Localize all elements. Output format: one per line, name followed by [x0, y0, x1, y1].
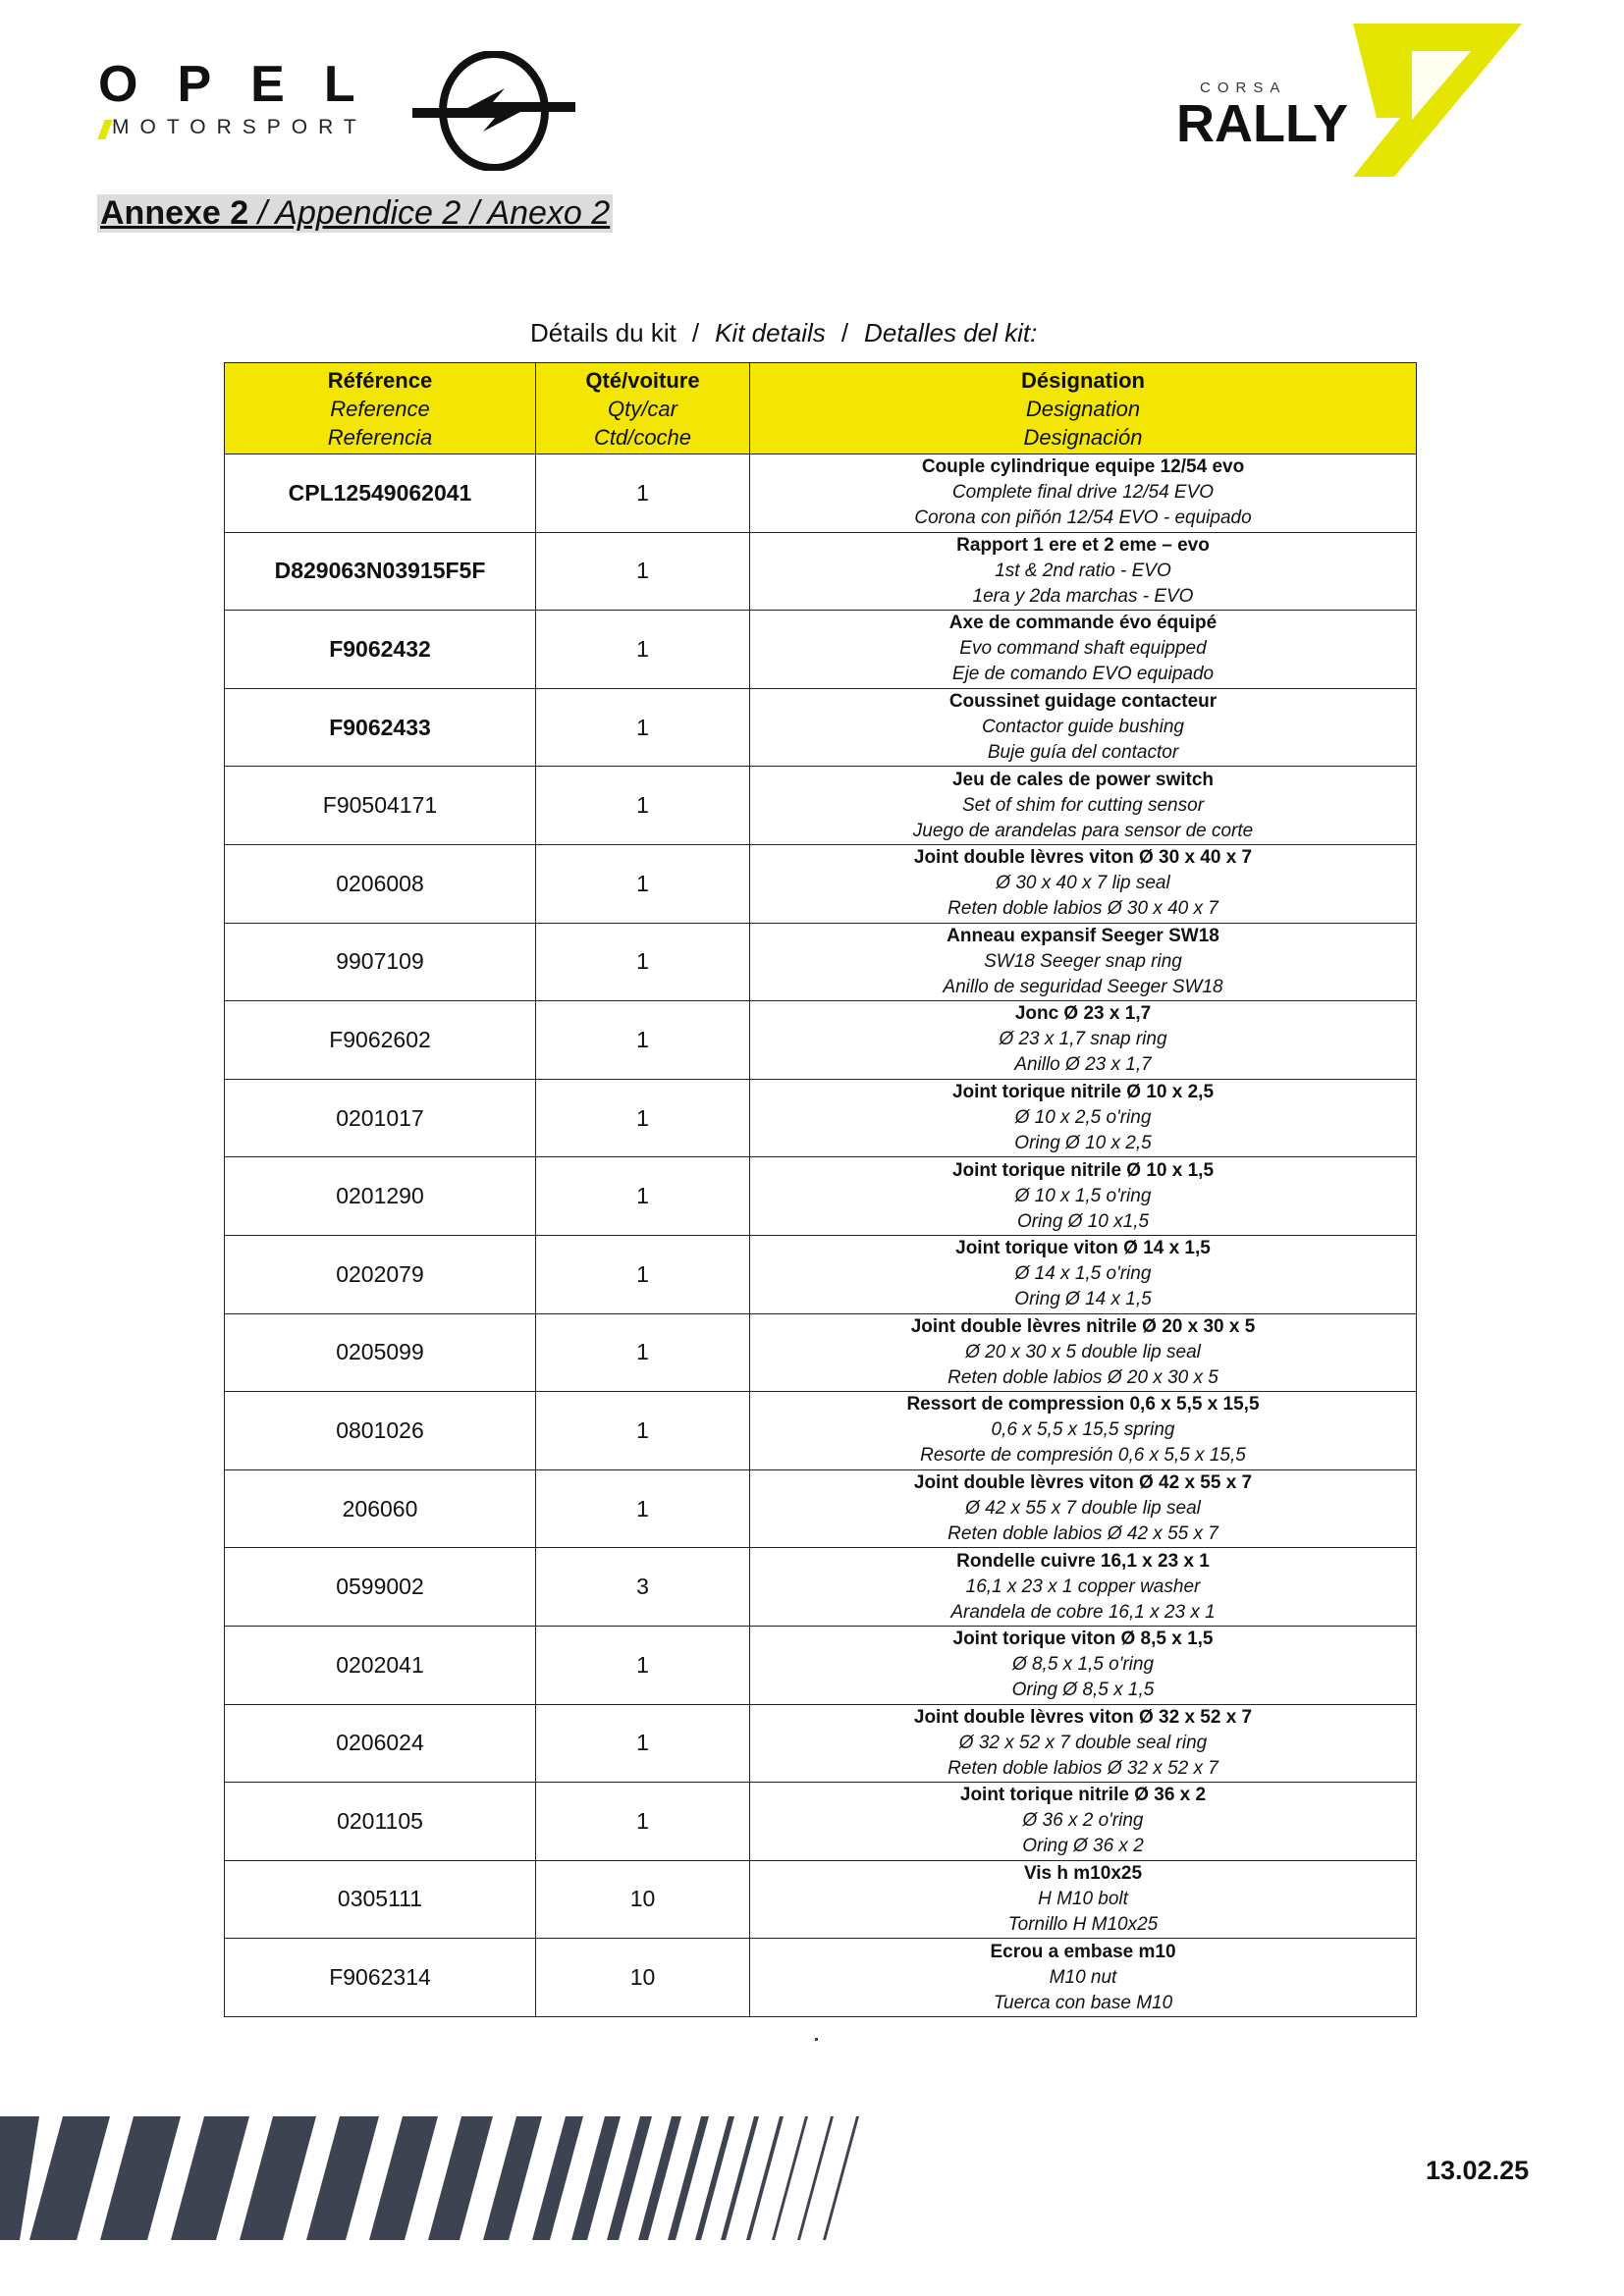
kit-title-es: Detalles del kit: — [864, 318, 1038, 347]
designation-es: Arandela de cobre 16,1 x 23 x 1 — [950, 1601, 1216, 1623]
table-row — [225, 844, 1417, 923]
designation-cell — [750, 1704, 1417, 1783]
designation-es: Reten doble labios Ø 32 x 52 x 7 — [947, 1757, 1218, 1779]
header-label-fr: Désignation — [1021, 367, 1145, 393]
designation-fr: Jeu de cales de power switch — [951, 769, 1215, 790]
quantity-cell: 1 — [536, 1392, 750, 1470]
designation-fr: Joint double lèvres viton Ø 42 x 55 x 7 — [913, 1472, 1253, 1494]
designation-fr: Joint torique viton Ø 14 x 1,5 — [955, 1238, 1211, 1259]
designation-en: Ø 8,5 x 1,5 o'ring — [1011, 1654, 1155, 1676]
header-label-en: Qty/car — [608, 396, 677, 421]
reference-cell: 0205099 — [225, 1313, 536, 1392]
column-header-designation — [750, 363, 1417, 454]
opel-motorsport-logo — [98, 51, 579, 169]
designation-es: Anillo Ø 23 x 1,7 — [1014, 1054, 1152, 1076]
table-row — [225, 611, 1417, 689]
designation-cell — [750, 611, 1417, 689]
table-row — [225, 1313, 1417, 1392]
reference-cell: 0202079 — [225, 1235, 536, 1313]
reference-cell: 0201017 — [225, 1079, 536, 1157]
table-row — [225, 923, 1417, 1001]
designation-en: H M10 bolt — [1038, 1888, 1128, 1909]
quantity-cell: 1 — [536, 532, 750, 611]
annexe-title — [97, 194, 613, 233]
table-row — [225, 1783, 1417, 1861]
designation-en: Complete final drive 12/54 EVO — [951, 482, 1215, 504]
reference-cell: 0201105 — [225, 1783, 536, 1861]
reference-cell: 206060 — [225, 1469, 536, 1548]
header-label-es: Ctd/coche — [593, 424, 692, 450]
stray-dot — [815, 2038, 818, 2041]
reference-cell: 0305111 — [225, 1860, 536, 1939]
opel-accent-mark — [97, 120, 112, 139]
quantity-cell: 1 — [536, 1469, 750, 1548]
designation-es: Reten doble labios Ø 30 x 40 x 7 — [947, 898, 1218, 920]
designation-fr: Anneau expansif Seeger SW18 — [947, 925, 1219, 946]
table-row — [225, 1626, 1417, 1704]
designation-cell — [750, 532, 1417, 611]
header-label-es: Referencia — [327, 424, 433, 450]
table-row — [225, 1548, 1417, 1627]
designation-cell — [750, 1939, 1417, 2017]
designation-cell — [750, 454, 1417, 533]
designation-en: Ø 14 x 1,5 o'ring — [1014, 1263, 1152, 1285]
designation-es: 1era y 2da marchas - EVO — [972, 585, 1194, 607]
designation-es: Tuerca con base M10 — [993, 1992, 1173, 2013]
designation-cell — [750, 1860, 1417, 1939]
designation-es: Reten doble labios Ø 20 x 30 x 5 — [947, 1366, 1218, 1388]
header-label-en: Reference — [330, 396, 430, 421]
reference-cell: 0202041 — [225, 1626, 536, 1704]
designation-cell — [750, 1079, 1417, 1157]
designation-en: SW18 Seeger snap ring — [984, 950, 1182, 972]
table-header-row — [225, 363, 1417, 454]
column-header-reference — [225, 363, 536, 454]
designation-es: Corona con piñón 12/54 EVO - equipado — [914, 507, 1252, 529]
quantity-cell: 10 — [536, 1939, 750, 2017]
designation-cell — [750, 1783, 1417, 1861]
quantity-cell: 1 — [536, 1626, 750, 1704]
annexe-title-es: / Anexo 2 — [469, 194, 611, 232]
quantity-cell: 1 — [536, 1001, 750, 1080]
designation-cell — [750, 767, 1417, 845]
designation-cell — [750, 1469, 1417, 1548]
table-row — [225, 1235, 1417, 1313]
header-label-en: Designation — [1025, 396, 1141, 421]
designation-fr: Rondelle cuivre 16,1 x 23 x 1 — [956, 1550, 1210, 1572]
kit-title-separator: / — [691, 318, 700, 347]
annexe-title-fr: Annexe 2 — [100, 194, 249, 232]
designation-en: Ø 36 x 2 o'ring — [1022, 1810, 1144, 1832]
designation-es: Resorte de compresión 0,6 x 5,5 x 15,5 — [920, 1445, 1246, 1467]
designation-cell — [750, 1157, 1417, 1236]
designation-fr: Vis h m10x25 — [1023, 1862, 1143, 1884]
reference-cell: 0801026 — [225, 1392, 536, 1470]
designation-fr: Joint double lèvres viton Ø 32 x 52 x 7 — [913, 1706, 1253, 1728]
designation-fr: Ressort de compression 0,6 x 5,5 x 15,5 — [906, 1394, 1260, 1415]
designation-en: Ø 32 x 52 x 7 double seal ring — [958, 1732, 1208, 1753]
annexe-title-it: / Appendice 2 — [257, 194, 461, 232]
header-label-fr: Référence — [327, 367, 433, 393]
designation-en: 1st & 2nd ratio - EVO — [995, 560, 1171, 581]
designation-fr: Joint torique nitrile Ø 10 x 1,5 — [951, 1159, 1215, 1181]
quantity-cell: 1 — [536, 611, 750, 689]
designation-en: Set of shim for cutting sensor — [961, 794, 1205, 816]
reference-cell: 0599002 — [225, 1548, 536, 1627]
table-row — [225, 1469, 1417, 1548]
table-row — [225, 454, 1417, 533]
designation-en: M10 nut — [1049, 1966, 1117, 1988]
designation-es: Oring Ø 8,5 x 1,5 — [1011, 1680, 1155, 1701]
designation-cell — [750, 1235, 1417, 1313]
opel-wordmark: OPEL — [98, 56, 395, 113]
designation-fr: Joint double lèvres viton Ø 30 x 40 x 7 — [913, 847, 1253, 869]
designation-fr: Ecrou a embase m10 — [990, 1941, 1176, 1962]
designation-en: Evo command shaft equipped — [959, 638, 1207, 660]
designation-cell — [750, 1313, 1417, 1392]
designation-en: Ø 20 x 30 x 5 double lip seal — [965, 1341, 1201, 1362]
quantity-cell: 1 — [536, 1783, 750, 1861]
kit-title-separator: / — [840, 318, 849, 347]
designation-fr: Joint double lèvres nitrile Ø 20 x 30 x 5 — [910, 1315, 1256, 1337]
designation-es: Tornillo H M10x25 — [1007, 1913, 1159, 1935]
designation-en: 0,6 x 5,5 x 15,5 spring — [991, 1419, 1175, 1441]
quantity-cell: 1 — [536, 1704, 750, 1783]
quantity-cell: 1 — [536, 454, 750, 533]
opel-blitz-icon — [410, 51, 577, 171]
table-row — [225, 767, 1417, 845]
corsa-rally4-logo — [1176, 22, 1532, 179]
table-row — [225, 1704, 1417, 1783]
footer-stripes-decoration — [0, 2103, 893, 2240]
designation-en: Ø 10 x 2,5 o'ring — [1014, 1107, 1152, 1129]
table-row — [225, 688, 1417, 767]
reference-cell: CPL12549062041 — [225, 454, 536, 533]
column-header-quantity — [536, 363, 750, 454]
designation-es: Oring Ø 10 x 2,5 — [1014, 1133, 1152, 1154]
table-row — [225, 532, 1417, 611]
designation-fr: Axe de commande évo équipé — [948, 613, 1218, 634]
table-row — [225, 1157, 1417, 1236]
quantity-cell: 3 — [536, 1548, 750, 1627]
kit-details-table — [224, 362, 1417, 2017]
designation-cell — [750, 1392, 1417, 1470]
designation-es: Juego de arandelas para sensor de corte — [912, 820, 1254, 841]
rally-big-label: RALLY — [1176, 94, 1349, 153]
quantity-cell: 10 — [536, 1860, 750, 1939]
table-row — [225, 1939, 1417, 2017]
quantity-cell: 1 — [536, 1313, 750, 1392]
designation-fr: Joint torique nitrile Ø 36 x 2 — [959, 1785, 1207, 1806]
kit-title-en: Kit details — [715, 318, 826, 347]
reference-cell: 0206008 — [225, 844, 536, 923]
header-label-es: Designación — [1023, 424, 1143, 450]
designation-es: Oring Ø 14 x 1,5 — [1014, 1289, 1152, 1310]
table-row — [225, 1079, 1417, 1157]
designation-es: Reten doble labios Ø 42 x 55 x 7 — [947, 1523, 1218, 1545]
reference-cell: 0201290 — [225, 1157, 536, 1236]
designation-cell — [750, 1548, 1417, 1627]
quantity-cell: 1 — [536, 1235, 750, 1313]
designation-en: 16,1 x 23 x 1 copper washer — [965, 1575, 1201, 1597]
designation-fr: Couple cylindrique equipe 12/54 evo — [921, 456, 1245, 478]
designation-es: Oring Ø 36 x 2 — [1022, 1836, 1144, 1857]
table-row — [225, 1860, 1417, 1939]
reference-cell: D829063N03915F5F — [225, 532, 536, 611]
designation-es: Buje guía del contactor — [987, 742, 1179, 764]
table-row — [225, 1392, 1417, 1470]
designation-fr: Joint torique viton Ø 8,5 x 1,5 — [952, 1629, 1214, 1650]
kit-details-title — [530, 318, 1037, 348]
reference-cell: F9062314 — [225, 1939, 536, 2017]
designation-cell — [750, 844, 1417, 923]
quantity-cell: 1 — [536, 688, 750, 767]
designation-es: Oring Ø 10 x1,5 — [1016, 1210, 1150, 1232]
quantity-cell: 1 — [536, 1157, 750, 1236]
rally-small-label: CORSA — [1200, 80, 1287, 96]
designation-cell — [750, 688, 1417, 767]
designation-fr: Jonc Ø 23 x 1,7 — [1014, 1003, 1152, 1025]
designation-en: Ø 23 x 1,7 snap ring — [999, 1029, 1167, 1050]
designation-en: Ø 10 x 1,5 o'ring — [1014, 1185, 1152, 1206]
table-row — [225, 1001, 1417, 1080]
designation-en: Contactor guide bushing — [982, 717, 1184, 738]
opel-subbrand: MOTORSPORT — [112, 116, 367, 138]
quantity-cell: 1 — [536, 923, 750, 1001]
designation-cell — [750, 1626, 1417, 1704]
quantity-cell: 1 — [536, 1079, 750, 1157]
reference-cell: 0206024 — [225, 1704, 536, 1783]
reference-cell: F9062602 — [225, 1001, 536, 1080]
designation-es: Anillo de seguridad Seeger SW18 — [943, 976, 1223, 997]
reference-cell: F9062433 — [225, 688, 536, 767]
designation-en: Ø 42 x 55 x 7 double lip seal — [965, 1498, 1201, 1520]
reference-cell: F90504171 — [225, 767, 536, 845]
quantity-cell: 1 — [536, 767, 750, 845]
reference-cell: 9907109 — [225, 923, 536, 1001]
designation-fr: Coussinet guidage contacteur — [948, 691, 1218, 713]
header-label-fr: Qté/voiture — [585, 367, 700, 393]
designation-en: Ø 30 x 40 x 7 lip seal — [996, 873, 1170, 894]
designation-cell — [750, 1001, 1417, 1080]
document-date: 13.02.25 — [1426, 2156, 1530, 2185]
designation-fr: Joint torique nitrile Ø 10 x 2,5 — [951, 1082, 1215, 1103]
kit-title-fr: Détails du kit — [530, 318, 677, 347]
reference-cell: F9062432 — [225, 611, 536, 689]
quantity-cell: 1 — [536, 844, 750, 923]
designation-fr: Rapport 1 ere et 2 eme – evo — [956, 534, 1210, 556]
designation-es: Eje de comando EVO equipado — [951, 664, 1215, 685]
designation-cell — [750, 923, 1417, 1001]
